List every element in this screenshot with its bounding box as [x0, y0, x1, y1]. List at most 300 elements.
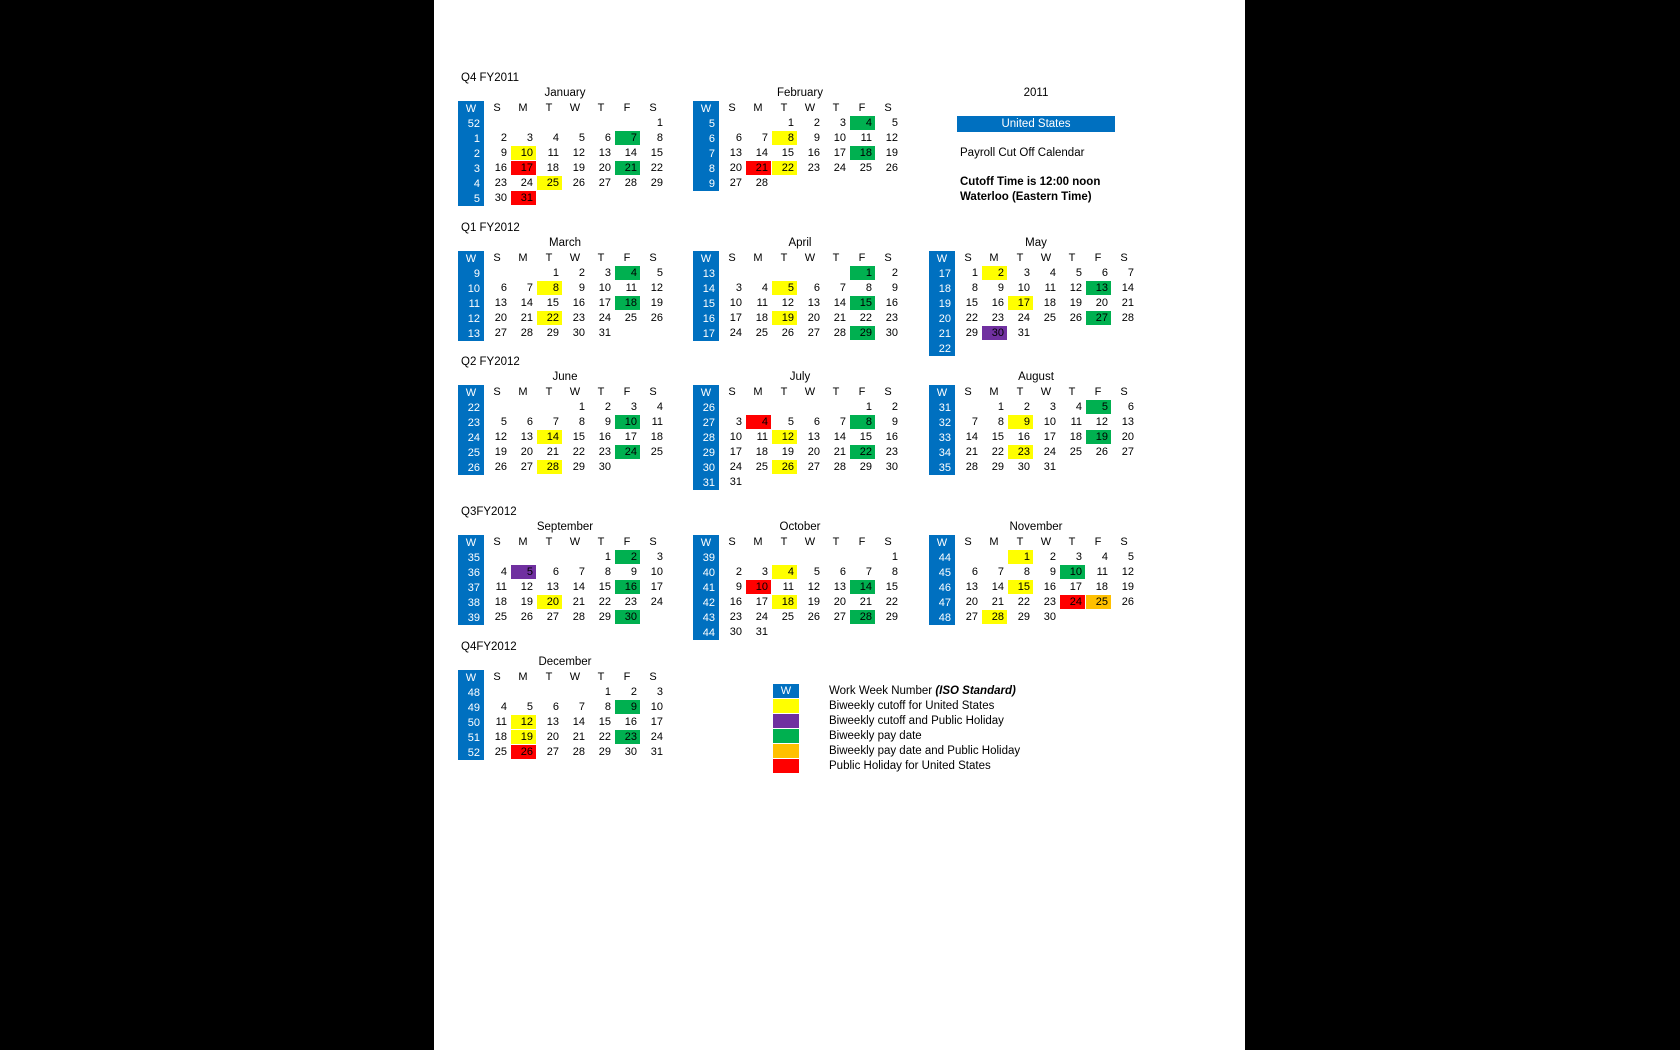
weekday-header: M [518, 102, 528, 114]
week-number: 24 [458, 430, 484, 445]
empty-cell [1060, 460, 1085, 474]
day-cell: 7 [839, 282, 846, 294]
day-cell: 4 [746, 415, 771, 429]
day-cell: 13 [494, 297, 507, 309]
day-cell: 6 [735, 132, 742, 144]
day-cell: 3 [526, 132, 533, 144]
week-number: 17 [929, 266, 955, 281]
day-cell: 10 [511, 146, 536, 160]
day-cell: 11 [495, 716, 507, 728]
day-cell: 5 [813, 566, 820, 578]
day-cell: 6 [813, 416, 820, 428]
weekday-header: T [832, 386, 840, 398]
day-cell: 3 [630, 401, 637, 413]
month-grid [929, 385, 1134, 475]
day-cell: 5 [772, 281, 797, 295]
day-cell: 10 [650, 566, 663, 578]
day-cell: 1 [850, 266, 875, 280]
day-cell: 6 [526, 416, 533, 428]
day-cell: 12 [520, 581, 533, 593]
day-cell: 23 [598, 446, 611, 458]
day-cell: 17 [650, 581, 663, 593]
weekday-header: W [804, 386, 816, 398]
day-cell: 5 [578, 132, 585, 144]
day-cell: 10 [729, 431, 742, 443]
empty-cell [746, 475, 771, 489]
quarter-label: Q4 FY2011 [461, 72, 519, 84]
day-cell: 10 [1017, 282, 1030, 294]
empty-cell [641, 610, 666, 624]
weekday-header: T [780, 252, 788, 264]
day-cell: 7 [1127, 267, 1134, 279]
week-header: W [458, 101, 484, 116]
week-header: W [458, 535, 484, 550]
weekday-header: S [493, 386, 501, 398]
calendar-year: 2011 [1023, 87, 1049, 99]
week-number: 5 [458, 191, 484, 206]
day-cell: 1 [787, 117, 794, 129]
day-cell: 15 [965, 297, 978, 309]
weekday-header: W [1040, 252, 1052, 264]
month-calendar [693, 370, 898, 490]
day-cell: 11 [1044, 282, 1056, 294]
day-cell: 4 [772, 565, 797, 579]
day-cell: 26 [885, 162, 898, 174]
day-cell: 17 [755, 596, 768, 608]
weekday-header: M [989, 252, 999, 264]
month-grid [693, 101, 898, 191]
day-cell: 17 [1069, 581, 1082, 593]
empty-cell [798, 266, 823, 280]
day-cell: 27 [494, 327, 507, 339]
day-cell: 27 [833, 611, 846, 623]
weekday-header: S [884, 252, 892, 264]
day-cell: 11 [1096, 566, 1108, 578]
day-cell: 14 [965, 431, 978, 443]
weekday-header: F [1094, 386, 1102, 398]
day-cell: 7 [615, 131, 640, 145]
day-cell: 28 [624, 177, 637, 189]
day-cell: 5 [656, 267, 663, 279]
week-number: 4 [458, 176, 484, 191]
legend [773, 684, 1073, 774]
week-number: 1 [458, 131, 484, 146]
day-cell: 27 [1086, 311, 1111, 325]
day-cell: 9 [604, 416, 611, 428]
day-cell: 15 [598, 716, 611, 728]
weekday-header: S [728, 386, 736, 398]
day-cell: 29 [1017, 611, 1030, 623]
day-cell: 20 [807, 446, 820, 458]
day-cell: 6 [813, 282, 820, 294]
day-cell: 19 [807, 596, 820, 608]
empty-cell [772, 475, 797, 489]
day-cell: 24 [1017, 312, 1030, 324]
week-number: 12 [458, 311, 484, 326]
quarter-label: Q3FY2012 [461, 506, 517, 518]
day-cell: 12 [1095, 416, 1108, 428]
week-number: 49 [458, 700, 484, 715]
day-cell: 29 [885, 611, 898, 623]
day-cell: 18 [1095, 581, 1108, 593]
day-cell: 14 [833, 297, 846, 309]
empty-cell [1086, 460, 1111, 474]
day-cell: 4 [1075, 401, 1082, 413]
day-cell: 12 [772, 430, 797, 444]
week-number: 31 [693, 475, 719, 490]
week-number: 7 [693, 146, 719, 161]
empty-cell [772, 400, 797, 414]
day-cell: 25 [755, 327, 768, 339]
week-number: 52 [458, 745, 484, 760]
day-cell: 30 [1017, 461, 1030, 473]
month-calendar [929, 370, 1134, 475]
empty-cell [511, 266, 536, 280]
legend-swatch [773, 729, 799, 743]
day-cell: 15 [1008, 580, 1033, 594]
day-cell: 23 [885, 446, 898, 458]
day-cell: 19 [1069, 297, 1082, 309]
day-cell: 4 [500, 701, 507, 713]
day-cell: 7 [552, 416, 559, 428]
day-cell: 19 [511, 730, 536, 744]
day-cell: 2 [604, 401, 611, 413]
day-cell: 9 [813, 132, 820, 144]
day-cell: 10 [650, 701, 663, 713]
empty-cell [641, 460, 666, 474]
day-cell: 13 [546, 581, 559, 593]
quarter-label: Q1 FY2012 [461, 222, 520, 234]
weekday-header: T [597, 671, 605, 683]
day-cell: 25 [1086, 595, 1111, 609]
weekday-header: S [649, 102, 657, 114]
day-cell: 25 [624, 312, 637, 324]
day-cell: 11 [625, 282, 637, 294]
day-cell: 17 [729, 446, 742, 458]
day-cell: 26 [511, 745, 536, 759]
day-cell: 31 [729, 476, 742, 488]
day-cell: 5 [1086, 400, 1111, 414]
month-name: February [776, 87, 824, 99]
legend-item [773, 699, 1073, 714]
weekday-header: T [832, 102, 840, 114]
week-header: W [693, 385, 719, 400]
day-cell: 4 [850, 116, 875, 130]
day-cell: 31 [511, 191, 536, 205]
day-cell: 24 [650, 596, 663, 608]
day-cell: 18 [755, 446, 768, 458]
day-cell: 11 [547, 147, 559, 159]
legend-item [773, 729, 1073, 744]
day-cell: 23 [807, 162, 820, 174]
week-number: 3 [458, 161, 484, 176]
day-cell: 31 [755, 626, 768, 638]
week-number: 22 [458, 400, 484, 415]
weekday-header: M [753, 102, 763, 114]
day-cell: 3 [1049, 401, 1056, 413]
weekday-header: W [569, 252, 581, 264]
day-cell: 19 [494, 446, 507, 458]
day-cell: 16 [729, 596, 742, 608]
day-cell: 10 [1043, 416, 1056, 428]
day-cell: 21 [833, 446, 846, 458]
day-cell: 19 [572, 162, 585, 174]
empty-cell [615, 460, 640, 474]
day-cell: 26 [807, 611, 820, 623]
empty-cell [772, 266, 797, 280]
day-cell: 24 [650, 731, 663, 743]
day-cell: 8 [578, 416, 585, 428]
weekday-header: T [545, 386, 553, 398]
week-number: 18 [929, 281, 955, 296]
weekday-header: T [1068, 536, 1076, 548]
weekday-header: F [623, 102, 631, 114]
day-cell: 16 [598, 431, 611, 443]
day-cell: 17 [1008, 296, 1033, 310]
day-cell: 2 [1049, 551, 1056, 563]
weekday-header: S [649, 252, 657, 264]
day-cell: 29 [991, 461, 1004, 473]
day-cell: 20 [1095, 297, 1108, 309]
calendar-page [434, 0, 1245, 1050]
day-cell: 4 [1101, 551, 1108, 563]
day-cell: 13 [807, 431, 820, 443]
day-cell: 16 [807, 147, 820, 159]
empty-cell [720, 266, 745, 280]
day-cell: 7 [578, 566, 585, 578]
day-cell: 27 [807, 327, 820, 339]
weekday-header: S [884, 386, 892, 398]
day-cell: 21 [833, 312, 846, 324]
legend-item [773, 714, 1073, 729]
weekday-header: F [858, 536, 866, 548]
day-cell: 1 [656, 117, 663, 129]
weekday-header: S [728, 102, 736, 114]
day-cell: 26 [1095, 446, 1108, 458]
day-cell: 4 [761, 282, 768, 294]
empty-cell [1034, 326, 1059, 340]
month-name: July [789, 371, 811, 383]
empty-cell [563, 550, 588, 564]
day-cell: 2 [578, 267, 585, 279]
week-number: 9 [458, 266, 484, 281]
weekday-header: F [858, 252, 866, 264]
day-cell: 20 [833, 596, 846, 608]
empty-cell [824, 625, 849, 639]
day-cell: 23 [1008, 445, 1033, 459]
week-number: 37 [458, 580, 484, 595]
weekday-header: F [623, 252, 631, 264]
day-cell: 21 [859, 596, 872, 608]
weekday-header: S [1120, 252, 1128, 264]
weekday-header: F [1094, 536, 1102, 548]
day-cell: 25 [781, 611, 794, 623]
week-header: W [693, 535, 719, 550]
day-cell: 29 [598, 746, 611, 758]
day-cell: 5 [891, 117, 898, 129]
week-number: 46 [929, 580, 955, 595]
weekday-header: M [753, 386, 763, 398]
day-cell: 6 [552, 701, 559, 713]
day-cell: 28 [755, 177, 768, 189]
day-cell: 9 [735, 581, 742, 593]
empty-cell [485, 400, 510, 414]
empty-cell [563, 685, 588, 699]
day-cell: 10 [833, 132, 846, 144]
empty-cell [746, 116, 771, 130]
day-cell: 3 [839, 117, 846, 129]
week-header: W [693, 251, 719, 266]
day-cell: 30 [885, 327, 898, 339]
month-grid [458, 535, 663, 625]
weekday-header: T [1016, 386, 1024, 398]
day-cell: 5 [787, 416, 794, 428]
day-cell: 9 [1008, 415, 1033, 429]
day-cell: 8 [537, 281, 562, 295]
week-number: 9 [693, 176, 719, 191]
empty-cell [982, 550, 1007, 564]
weekday-header: W [804, 102, 816, 114]
day-cell: 21 [615, 161, 640, 175]
day-cell: 6 [971, 566, 978, 578]
month-grid [458, 251, 663, 341]
legend-note: (ISO Standard) [935, 685, 1016, 697]
empty-cell [589, 116, 614, 130]
weekday-header: F [858, 102, 866, 114]
week-number: 31 [929, 400, 955, 415]
day-cell: 8 [971, 282, 978, 294]
day-cell: 15 [572, 431, 585, 443]
day-cell: 13 [729, 147, 742, 159]
day-cell: 19 [885, 147, 898, 159]
day-cell: 11 [495, 581, 507, 593]
empty-cell [824, 550, 849, 564]
empty-cell [485, 685, 510, 699]
weekday-header: S [649, 671, 657, 683]
legend-swatch [773, 714, 799, 728]
day-cell: 31 [1017, 327, 1030, 339]
empty-cell [746, 400, 771, 414]
weekday-header: T [780, 536, 788, 548]
weekday-header: T [1016, 252, 1024, 264]
empty-cell [956, 550, 981, 564]
week-number: 41 [693, 580, 719, 595]
day-cell: 5 [1127, 551, 1134, 563]
day-cell: 25 [1069, 446, 1082, 458]
day-cell: 17 [833, 147, 846, 159]
day-cell: 19 [781, 446, 794, 458]
day-cell: 10 [615, 415, 640, 429]
weekday-header: T [597, 386, 605, 398]
day-cell: 26 [1121, 596, 1134, 608]
day-cell: 30 [572, 327, 585, 339]
month-name: January [544, 87, 586, 99]
day-cell: 12 [781, 297, 794, 309]
day-cell: 19 [650, 297, 663, 309]
weekday-header: T [545, 102, 553, 114]
day-cell: 14 [572, 716, 585, 728]
day-cell: 12 [650, 282, 663, 294]
legend-swatch [773, 699, 799, 713]
legend-label: Public Holiday for United States [829, 760, 991, 772]
week-number: 22 [929, 341, 955, 356]
weekday-header: M [753, 536, 763, 548]
week-number: 44 [693, 625, 719, 640]
weekday-header: T [780, 102, 788, 114]
day-cell: 23 [624, 596, 637, 608]
weekday-header: T [1068, 252, 1076, 264]
week-header: W [458, 251, 484, 266]
cutoff-timezone: Waterloo (Eastern Time) [960, 191, 1092, 203]
week-number: 21 [929, 326, 955, 341]
day-cell: 21 [991, 596, 1004, 608]
day-cell: 2 [891, 401, 898, 413]
day-cell: 2 [735, 566, 742, 578]
day-cell: 3 [656, 551, 663, 563]
weekday-header: F [623, 671, 631, 683]
weekday-header: F [623, 536, 631, 548]
day-cell: 12 [494, 431, 507, 443]
empty-cell [720, 116, 745, 130]
day-cell: 10 [746, 580, 771, 594]
day-cell: 21 [572, 596, 585, 608]
day-cell: 31 [1043, 461, 1056, 473]
day-cell: 29 [965, 327, 978, 339]
day-cell: 24 [615, 445, 640, 459]
day-cell: 27 [1121, 446, 1134, 458]
day-cell: 24 [1043, 446, 1056, 458]
legend-item [773, 744, 1073, 759]
week-number: 25 [458, 445, 484, 460]
day-cell: 22 [965, 312, 978, 324]
week-number: 14 [693, 281, 719, 296]
week-number: 33 [929, 430, 955, 445]
empty-cell [641, 191, 666, 205]
day-cell: 16 [615, 580, 640, 594]
week-number: 20 [929, 311, 955, 326]
month-grid [693, 535, 898, 640]
month-name: May [1025, 237, 1047, 249]
day-cell: 15 [546, 297, 559, 309]
weekday-header: T [832, 252, 840, 264]
day-cell: 14 [1121, 282, 1134, 294]
month-grid [693, 385, 898, 490]
day-cell: 20 [807, 312, 820, 324]
empty-cell [824, 176, 849, 190]
day-cell: 8 [865, 282, 872, 294]
day-cell: 27 [546, 611, 559, 623]
day-cell: 16 [885, 297, 898, 309]
day-cell: 22 [885, 596, 898, 608]
day-cell: 24 [520, 177, 533, 189]
week-number: 30 [693, 460, 719, 475]
day-cell: 3 [761, 566, 768, 578]
week-number: 19 [929, 296, 955, 311]
day-cell: 8 [772, 131, 797, 145]
day-cell: 13 [807, 297, 820, 309]
day-cell: 18 [850, 146, 875, 160]
day-cell: 30 [494, 192, 507, 204]
empty-cell [1086, 326, 1111, 340]
day-cell: 30 [624, 746, 637, 758]
week-number: 16 [693, 311, 719, 326]
day-cell: 21 [965, 446, 978, 458]
empty-cell [563, 116, 588, 130]
weekday-header: W [569, 536, 581, 548]
day-cell: 13 [598, 147, 611, 159]
day-cell: 11 [782, 581, 794, 593]
empty-cell [772, 550, 797, 564]
